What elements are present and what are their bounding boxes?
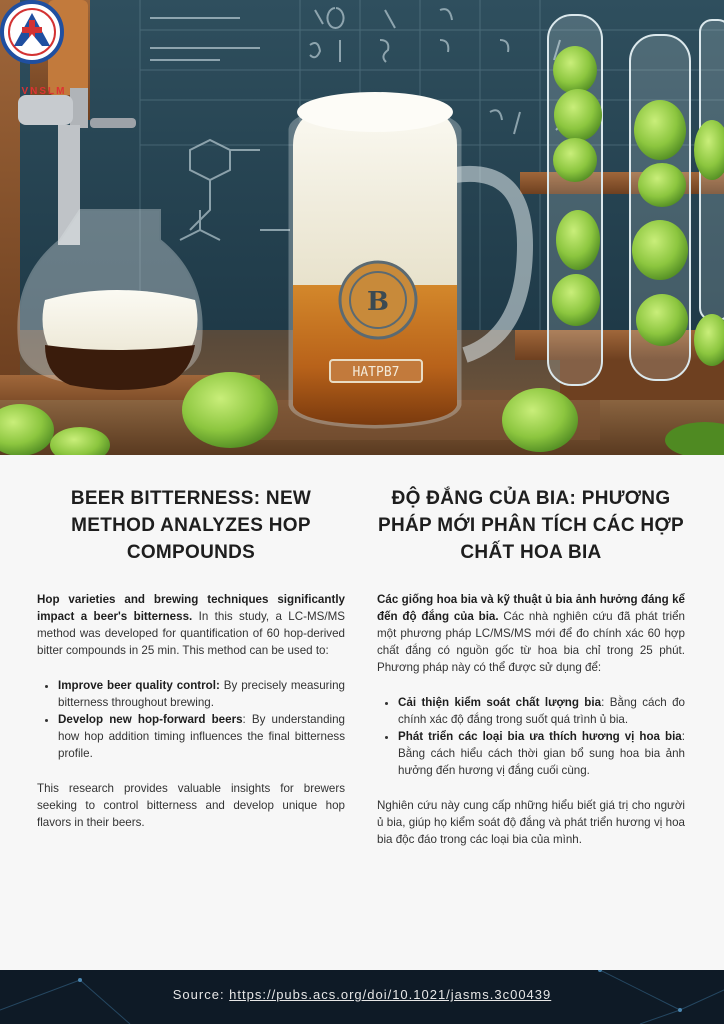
- list-item: [58, 711, 345, 762]
- list-item: [398, 728, 685, 779]
- source-label: Source:: [172, 987, 230, 1002]
- footer: [0, 970, 724, 1024]
- bullet-list-english: [37, 677, 345, 762]
- title-english: BEER BITTERNESS: NEW METHOD ANALYZES HOP COMPOUNDS: [70, 488, 312, 563]
- organization-logo-icon: [0, 0, 64, 80]
- source-link[interactable]: https://pubs.acs.org/doi/10.1021/jasms.3c00439: [229, 987, 552, 1002]
- bullet-bold: Develop new hop-forward beers: [58, 713, 243, 726]
- bullet-bold: Cải thiện kiểm soát chất lượng bia: [398, 696, 602, 709]
- beer-lab-illustration: [0, 0, 724, 455]
- bullet-text: : Bằng cách đo chính xác độ đắng trong suốt quá trình ủ bia.: [398, 696, 685, 726]
- list-item: [58, 677, 345, 711]
- intro-english-bold: Hop varieties and brewing techniques significantly impact a beer's bitterness.: [37, 593, 345, 623]
- mug-label: HATPB7: [352, 365, 400, 380]
- bullet-text: : Bằng cách hiểu cách thời gian bổ sung hoa bia ảnh hưởng đến hương vị đắng cuối cùng.: [398, 730, 685, 777]
- source-citation: [0, 987, 724, 1002]
- hero-image: [0, 0, 724, 455]
- title-vietnamese: ĐỘ ĐẮNG CỦA BIA: PHƯƠNG PHÁP MỚI PHÂN TÍCH CÁC HỢP CHẤT HOA BIA: [378, 488, 684, 563]
- bullet-bold: Improve beer quality control:: [58, 679, 220, 692]
- bullet-text: : By understanding how hop addition timing influences the final bitterness profile.: [58, 713, 346, 760]
- intro-vietnamese: [377, 591, 685, 676]
- outro-english: This research provides valuable insights for brewers seeking to control bitterness and develop unique hop flavors in their beers.: [37, 782, 345, 829]
- intro-vietnamese-bold: Các giống hoa bia và kỹ thuật ủ bia ảnh hưởng đáng kể đến độ đắng của bia.: [377, 593, 685, 623]
- list-item: [398, 694, 685, 728]
- outro-vietnamese: Nghiên cứu này cung cấp những hiểu biết giá trị cho người ủ bia, giúp họ kiểm soát độ đắng và phát triển hương vị hoa bia độc đáo trong các loại bia của mình.: [377, 799, 685, 846]
- intro-vietnamese-rest: Các nhà nghiên cứu đã phát triển một phương pháp LC/MS/MS mới để đo chính xác 60 hợp chất đắng có nguồn gốc từ hoa bia chỉ trong 25 phút. Phương pháp này có thể được sử dụng để:: [377, 610, 685, 674]
- english-column: [37, 485, 345, 831]
- bullet-text: By precisely measuring bitterness throughout brewing.: [58, 679, 345, 709]
- vietnamese-column: [377, 485, 685, 848]
- bullet-list-vietnamese: [377, 694, 685, 779]
- logo-text: VNSLM: [21, 86, 67, 97]
- bullet-bold: Phát triển các loại bia ưa thích hương vị hoa bia: [398, 730, 682, 743]
- intro-english: [37, 591, 345, 659]
- svg-text:B: B: [367, 287, 389, 317]
- intro-english-rest: In this study, a LC-MS/MS method was developed for quantification of 60 hop-derived bitter compounds in 25 min. This method can be used to:: [37, 610, 345, 657]
